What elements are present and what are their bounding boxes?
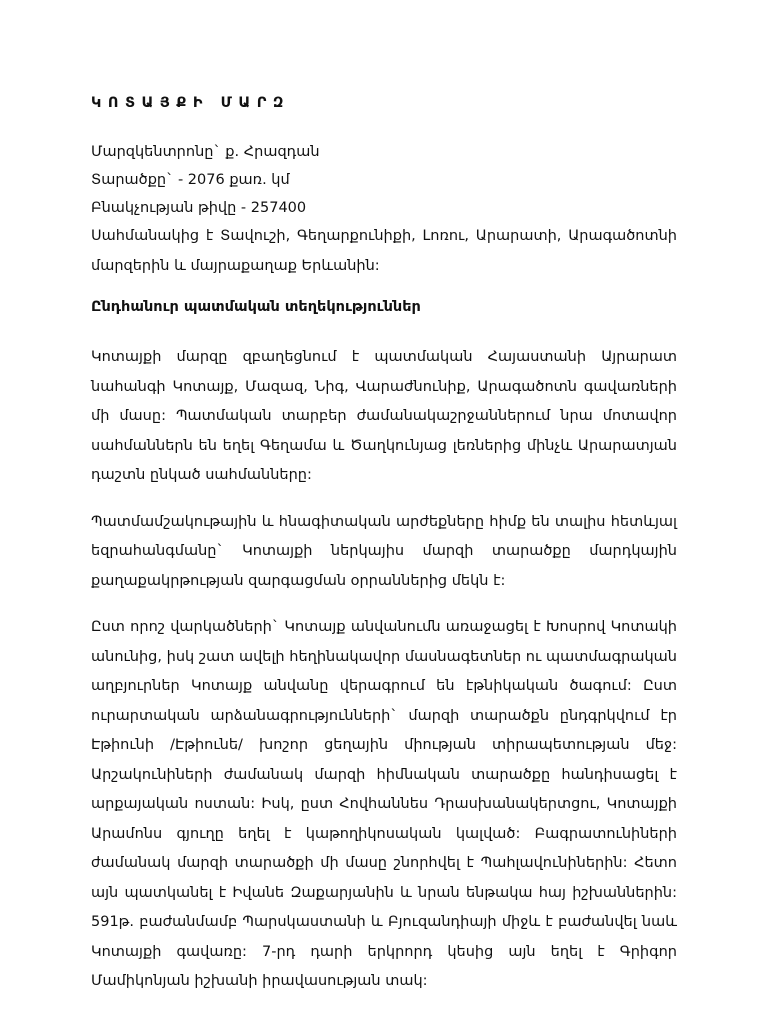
history-paragraph-1: Կոտայքի մարզը զբաղեցնում է պատմական Հայաստանի Այրարատ նահանգի Կոտայք, Մազազ, Նիգ, Վարաժնունիք, Արագածոտն գավառների մի մասը: Պատմական տարբեր ժամանակաշրջաններում նրա մոտավոր սահմաններն են եղել Գեղամա և Ծաղկունյաց լեռներից մինչև Արարատյան դաշտն ընկած սահմանները: [91, 349, 677, 483]
region-borders-paragraph: Սահմանակից է Տավուշի, Գեղարքունիքի, Լոռու, Արարատի, Արագածոտնի մարզերին և մայրաքաղաք Երևանին: [91, 228, 677, 274]
history-paragraph-3: Ըստ որոշ վարկածների` Կոտայք անվանումն առաջացել է Խոսրով Կոտակի անունից, իսկ շատ ավելի հեղինակավոր մասնագետներ ու պատմագրական աղբյուրներ Կոտայք անվանը վերագրում են էթնիկական ծագում: Ըստ ուրարտական արձանագրությունների` մարզի տարածքն ընդգրկվում էր Էթիունի /Էթիունե/ խոշոր ցեղային միության տիրապետության մեջ: Արշակունիների ժամանակ մարզի հիմնական տարածքը հանդիսացել է արքայական ոստան: Իսկ, ըստ Հովհաննես Դրասխանակերտցու, Կոտայքի Արամոնս գյուղը եղել է կաթողիկոսական կալված: Բագրատունիների ժամանակ մարզի տարածքի մի մասը շնորհվել է Պահլավունիներին: Հետո այն պատկանել է Իվանե Զաքարյանին և նրան ենթակա հայ իշխաններին: 591թ. բաժանմամբ Պարսկաստանի և Բյուզանդիայի միջև է բաժանվել նաև Կոտայքի գավառը: 7-րդ դարի երկրորդ կեսից այն եղել է Գրիգոր Մամիկոնյան իշխանի իրավասության տակ: [91, 619, 677, 989]
region-population-line: Բնակչության թիվը - 257400 [91, 200, 307, 216]
page-title: ԿՈՏԱՅՔԻ ՄԱՐԶ [91, 95, 290, 111]
region-area-line: Տարածքը` - 2076 քառ. կմ [91, 172, 290, 188]
region-center-line: Մարզկենտրոնը` ք. Հրազդան [91, 144, 320, 160]
region-info [91, 138, 677, 222]
section-heading: Ընդհանուր պատմական տեղեկություններ [91, 299, 421, 315]
history-paragraph-2: Պատմամշակութային և հնագիտական արժեքները հիմք են տալիս հետևյալ եզրահանգմանը` Կոտայքի ներկայիս մարզի տարածքը մարդկային քաղաքակրթության զարգացման օրրաններից մեկն է: [91, 513, 677, 589]
